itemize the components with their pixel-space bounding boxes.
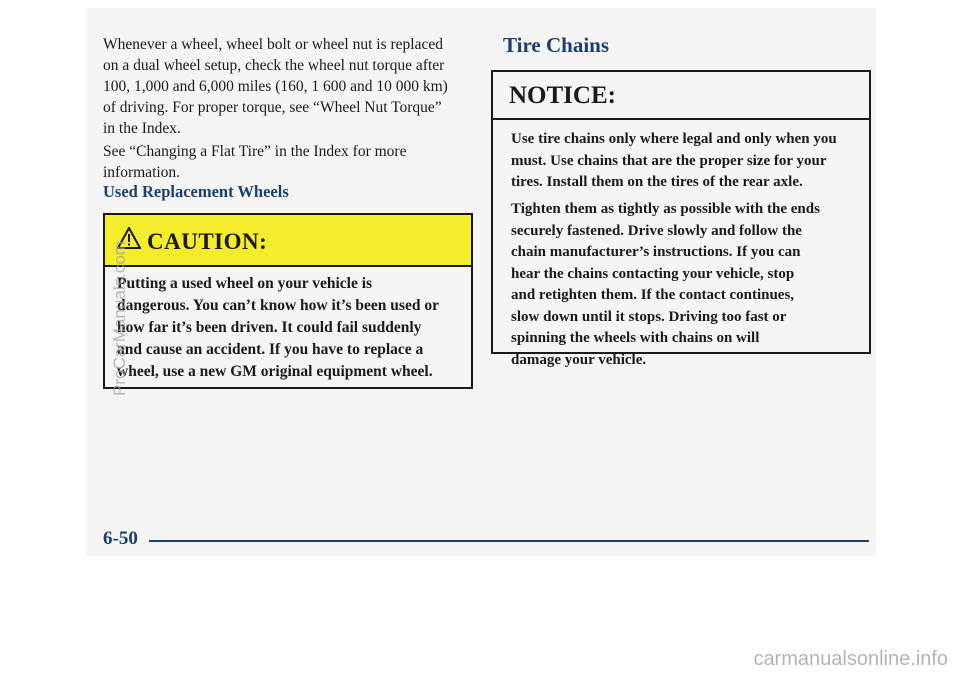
- used-wheels-subheading: Used Replacement Wheels: [103, 182, 289, 201]
- text-line: slow down until it stops. Driving too fast or: [511, 308, 787, 325]
- text-line: Use tire chains only where legal and only when you: [511, 131, 837, 147]
- text-line: wheel, use a new GM original equipment wheel.: [117, 363, 433, 380]
- page-number: 6-50: [103, 528, 138, 549]
- notice-title: NOTICE:: [509, 82, 616, 109]
- wheel-torque-paragraph: [103, 34, 448, 139]
- text-line: information.: [103, 164, 181, 181]
- text-line: Tighten them as tightly as possible with the ends: [511, 201, 820, 217]
- text-line: Putting a used wheel on your vehicle is: [117, 275, 373, 292]
- text-line: on a dual wheel setup, check the wheel nut torque after: [103, 57, 445, 74]
- text-line: spinning the wheels with chains on will: [511, 330, 760, 346]
- text-line: See “Changing a Flat Tire” in the Index for more: [103, 143, 407, 160]
- text-line: how far it’s been driven. It could fail suddenly: [117, 319, 422, 336]
- text-line: damage your vehicle.: [511, 351, 647, 368]
- caution-text: [117, 273, 467, 383]
- text-line: Whenever a wheel, wheel bolt or wheel nut is replaced: [103, 36, 443, 53]
- notice-box: [491, 70, 871, 368]
- text-line: of driving. For proper torque, see “Wheel Nut Torque”: [103, 99, 442, 116]
- flat-tire-paragraph: [103, 141, 406, 183]
- text-line: hear the chains contacting your vehicle, stop: [511, 265, 795, 282]
- notice-paragraph-1: [511, 129, 856, 194]
- text-line: in the Index.: [103, 120, 181, 137]
- text-line: and retighten them. If the contact continues,: [511, 287, 795, 303]
- text-line: chain manufacturer’s instructions. If you can: [511, 244, 801, 260]
- text-line: must. Use chains that are the proper size for your: [511, 152, 827, 169]
- text-line: dangerous. You can’t know how it’s been used or: [117, 297, 439, 314]
- tire-chains-heading: Tire Chains: [503, 33, 610, 57]
- caution-box: [103, 213, 473, 389]
- side-watermark: ProCarManuals.com: [110, 241, 129, 396]
- notice-paragraph-2: [511, 199, 856, 371]
- text-line: tires. Install them on the tires of the rear axle.: [511, 174, 803, 190]
- text-line: 100, 1,000 and 6,000 miles (160, 1 600 and 10 000 km): [103, 78, 448, 95]
- caution-header: [105, 215, 471, 267]
- text-line: and cause an accident. If you have to replace a: [117, 341, 424, 358]
- caution-title: CAUTION:: [147, 229, 268, 254]
- text-line: securely fastened. Drive slowly and follow the: [511, 222, 802, 239]
- footer-rule: [149, 540, 869, 542]
- bottom-watermark: carmanualsonline.info: [753, 648, 948, 670]
- notice-header: [493, 72, 869, 120]
